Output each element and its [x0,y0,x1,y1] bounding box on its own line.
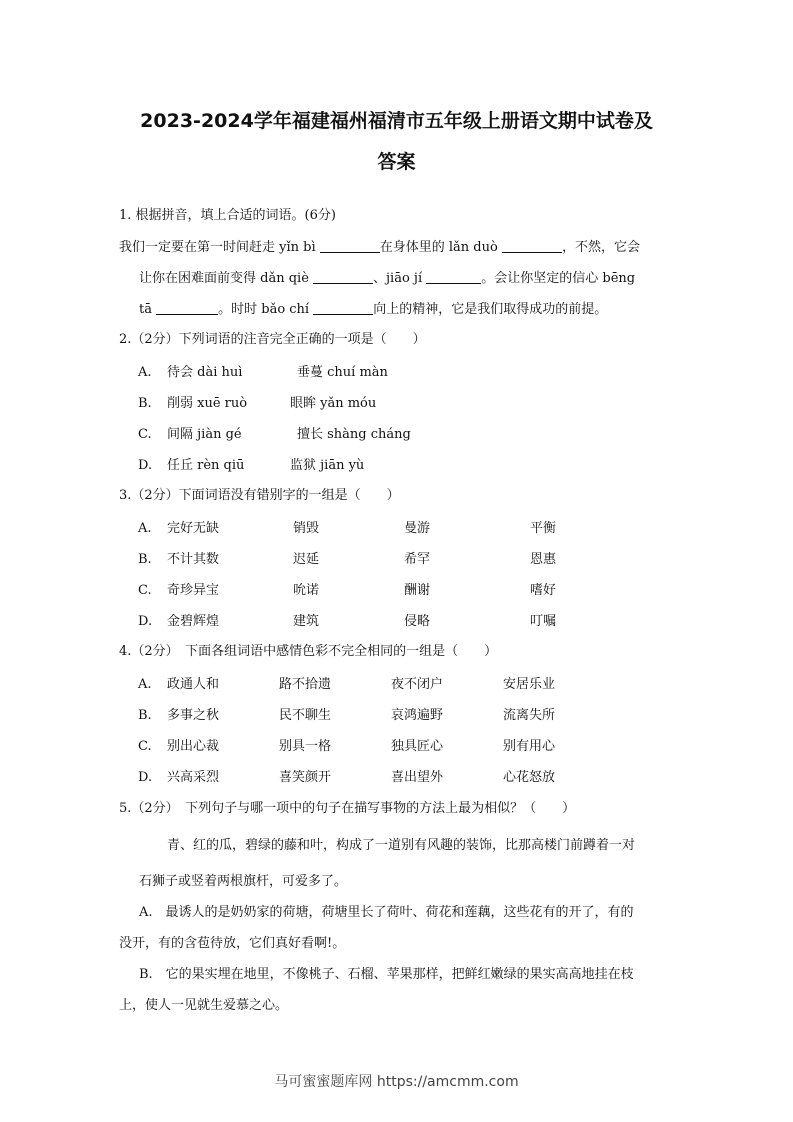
answer-blank[interactable] [502,238,562,253]
option-word: 平衡 [530,521,557,536]
option-word: 嗜好 [530,583,557,598]
q1-line3 [139,300,607,319]
option-word: 独具匠心 [391,739,444,754]
option-letter: C. [138,739,152,754]
option-word: 擅长 shàng cháng [297,427,411,442]
option-letter: B. [138,396,152,411]
option-word: 建筑 [293,614,320,629]
q5-stem-line2: 石狮子或竖着两根旗杆，可爱多了。 [139,874,348,889]
option-word: 恩惠 [530,552,557,567]
option-word: 迟延 [293,552,320,567]
q1-text-2c: 。会让你坚定的信心 bēng [481,271,636,286]
option-word: 心花怒放 [503,770,556,785]
answer-blank[interactable] [313,269,373,284]
doc-title-line2: 答案 [377,151,416,173]
option-word: 政通人和 [167,677,220,692]
q1-text-2b: 、jiāo jí [373,271,427,286]
option-word: 路不拾遗 [279,677,332,692]
q5-option-a-line2: 没开，有的含苞待放，它们真好看啊!。 [119,936,346,951]
option-word: 哀鸿遍野 [391,708,444,723]
option-word: 别具一格 [279,739,332,754]
option-letter: D. [138,770,153,785]
option-word: 安居乐业 [503,677,556,692]
q5-stem-line1: 青、红的瓜，碧绿的藤和叶，构成了一道别有风趣的装饰，比那高楼门前蹲着一对 [167,838,636,853]
option-word: 曼游 [404,521,431,536]
option-word: 多事之秋 [167,708,220,723]
answer-blank[interactable] [426,269,481,284]
answer-blank[interactable] [320,238,380,253]
option-word: 不计其数 [167,552,220,567]
option-word: 希罕 [404,552,431,567]
option-word: 奇珍异宝 [167,583,220,598]
option-word: 待会 dài huì [167,365,243,380]
option-letter: C. [138,427,152,442]
q1-heading: 1. 根据拼音，填上合适的词语。(6分) [119,208,336,223]
option-letter: B. [138,552,152,567]
option-word: 监狱 jiān yù [290,458,365,473]
option-letter: A. [138,365,152,380]
q1-line2 [139,269,635,288]
q1-text-1b: 在身体里的 lǎn duò [379,240,502,255]
option-word: 任丘 rèn qiū [167,458,245,473]
option-word: 削弱 xuē ruò [167,396,248,411]
option-letter: A. [138,677,152,692]
q1-text-3b: 。时时 bǎo chí [218,302,314,317]
option-word: 吮诺 [293,583,320,598]
option-letter: A. [138,521,152,536]
q1-text-3a: tā [139,302,157,317]
doc-title-line1: 2023-2024学年福建福州福清市五年级上册语文期中试卷及 [140,110,653,132]
option-word: 金碧辉煌 [167,614,220,629]
option-word: 销毁 [293,521,320,536]
q5-option-b-line1: B. 它的果实埋在地里，不像桃子、石榴、苹果那样，把鲜红嫩绿的果实高高地挂在枝 [139,967,634,982]
q5-heading: 5.（2分） 下列句子与哪一项中的句子在描写事物的方法上最为相似？（ ） [119,801,576,816]
option-word: 夜不闭户 [391,677,444,692]
q1-text-1c: ，不然，它会 [561,240,640,255]
option-word: 民不聊生 [279,708,332,723]
option-word: 叮嘱 [530,614,557,629]
answer-blank[interactable] [156,300,218,315]
q1-text-2a: 让你在困难面前变得 dǎn qiè [139,271,314,286]
q2-heading: 2.（2分）下列词语的注音完全正确的一项是（ ） [119,332,426,347]
option-letter: C. [138,583,152,598]
option-letter: B. [138,708,152,723]
option-letter: D. [138,458,153,473]
option-word: 喜笑颜开 [279,770,332,785]
option-word: 别出心裁 [167,739,220,754]
q1-text-1a: 我们一定要在第一时间赶走 yǐn bì [119,240,320,255]
option-word: 间隔 jiàn gé [167,427,242,442]
q1-text-3c: 向上的精神，它是我们取得成功的前提。 [373,302,608,317]
option-letter: D. [138,614,153,629]
option-word: 喜出望外 [391,770,444,785]
option-word: 酬谢 [404,583,431,598]
q5-option-a-line1: A. 最诱人的是奶奶家的荷塘，荷塘里长了荷叶、荷花和莲藕，这些花有的开了，有的 [139,905,634,920]
q3-heading: 3.（2分）下面词语没有错别字的一组是（ ） [119,488,400,503]
option-word: 兴高采烈 [167,770,220,785]
q5-option-b-line2: 上，使人一见就生爱慕之心。 [119,998,289,1013]
answer-blank[interactable] [313,300,373,315]
q1-line1 [119,238,640,257]
option-word: 侵略 [404,614,431,629]
option-word: 流离失所 [503,708,556,723]
option-word: 别有用心 [503,739,556,754]
q4-heading: 4.（2分） 下面各组词语中感情色彩不完全相同的一组是（ ） [119,644,498,659]
option-word: 完好无缺 [167,521,220,536]
option-word: 垂蔓 chuí màn [297,365,388,380]
site-footer: 马可蜜蜜题库网 https://amcmm.com [274,1074,519,1090]
option-word: 眼眸 yǎn móu [290,396,377,411]
